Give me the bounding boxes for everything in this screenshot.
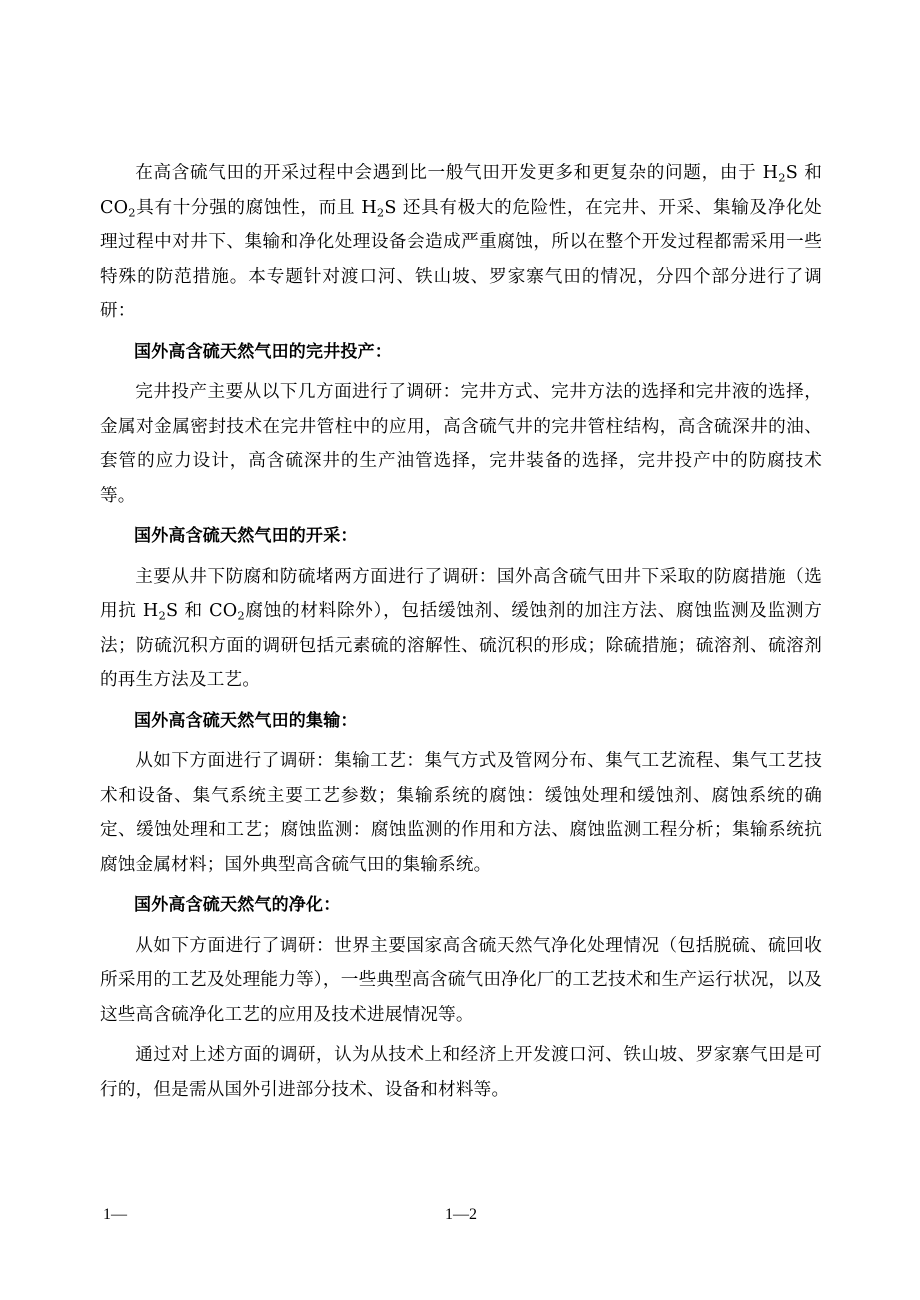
section-heading-purification: 国外高含硫天然气的净化： [134,895,341,915]
production-text-3: 腐蚀的材料除外），包括缓蚀剂、缓蚀剂的加注方法、腐蚀监测及监测方法；防硫沉积方面的调研包括元素硫的溶解性、硫沉积的形成；除硫措施；硫溶剂、硫溶剂的再生方法及工艺。 [100,601,822,690]
section-heading-completion: 国外高含硫天然气田的完井投产： [134,341,392,362]
intro-text-4: S 还具有极大的危险性，在完井、开采、集输及净化处理过程中对井下、集输和净化处理设备会造成严重腐蚀，所以在整个开发过程都需采用一些特殊的防范措施。本专题针对渡口河、铁山坡、罗家寨气田的情况，分四个部分进行了调研： [100,197,822,321]
section-body-gathering: 从如下方面进行了调研：集输工艺：集气方式及管网分布、集气工艺流程、集气工艺技术和设备、集气系统主要工艺参数；集输系统的腐蚀：缓蚀处理和缓蚀剂、腐蚀系统的确定、缓蚀处理和工艺；腐蚀监测：腐蚀监测的作用和方法、腐蚀监测工程分析；集输系统抗腐蚀金属材料；国外典型高含硫气田的集输系统。 [100,751,822,875]
section-body-purification: 从如下方面进行了调研：世界主要国家高含硫天然气净化处理情况（包括脱硫、硫回收所采用的工艺及处理能力等），一些典型高含硫气田净化厂的工艺技术和生产运行状况，以及这些高含硫净化工艺的应用及技术进展情况等。 [100,935,822,1025]
footer-page-left: 1— [103,1206,127,1223]
production-text-1: 主要从井下防腐和防硫堵两方面进行了调研：国外高含硫气田井下采取的防腐措施（选用抗 H [100,566,822,621]
subscript: 2 [376,204,385,219]
intro-text-3: 具有十分强的腐蚀性，而且 H [135,197,377,218]
intro-paragraph [100,156,822,329]
subscript: 2 [778,170,786,185]
subscript: 2 [128,204,136,219]
section-body-production [100,560,822,698]
conclusion-paragraph: 通过对上述方面的调研，认为从技术上和经济上开发渡口河、铁山坡、罗家寨气田是可行的，但是需从国外引进部分技术、设备和材料等。 [100,1045,822,1100]
section-heading-gathering: 国外高含硫天然气田的集输： [134,710,358,731]
document-body [100,156,822,1113]
section-heading-production: 国外高含硫天然气田的开采： [134,526,358,546]
footer-page-number: 1—2 [445,1206,477,1223]
intro-text-2: S 和 CO [100,163,823,218]
subscript: 2 [237,608,245,623]
section-body-completion: 完井投产主要从以下几方面进行了调研：完井方式、完井方法的选择和完井液的选择，金属对金属密封技术在完井管柱中的应用，高含硫气井的完井管柱结构，高含硫深井的油、套管的应力设计，高含硫深井的生产油管选择，完井装备的选择，完井投产中的防腐技术等。 [100,382,822,506]
production-text-2: S 和 CO [165,601,238,621]
intro-text-1: 在高含硫气田的开采过程中会遇到比一般气田开发更多和更复杂的问题，由于 H [135,163,779,183]
subscript: 2 [158,608,166,623]
